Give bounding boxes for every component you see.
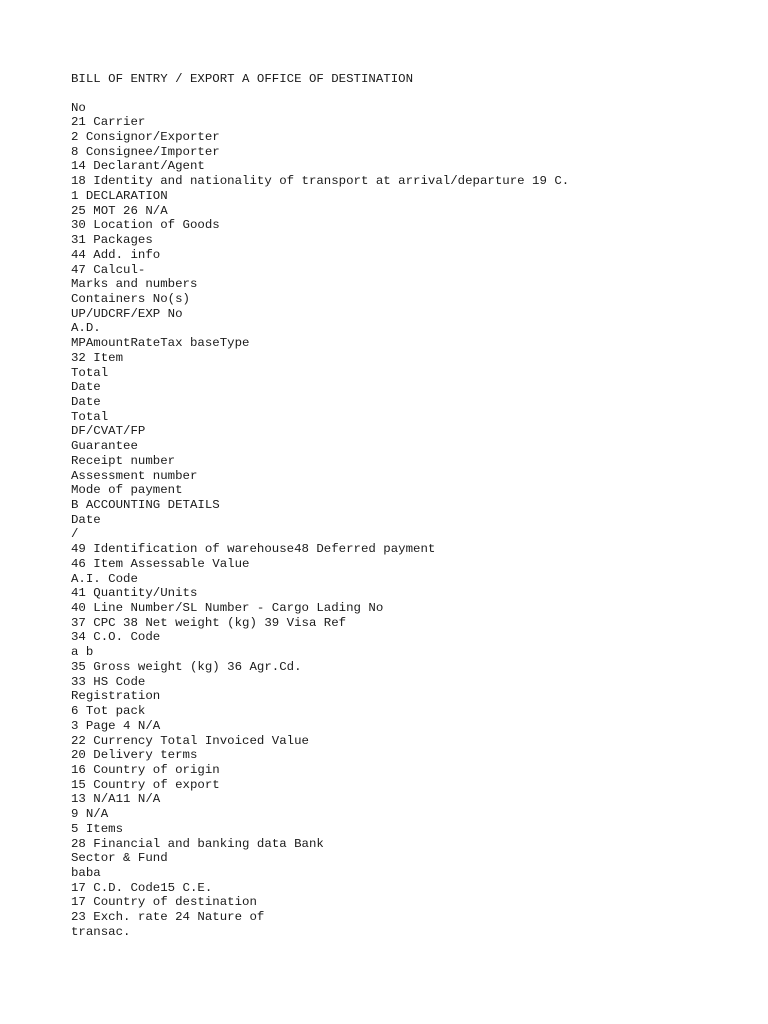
document-line: 25 MOT 26 N/A	[71, 203, 168, 218]
document-line: 9 N/A	[71, 807, 109, 822]
document-line: baba	[71, 865, 101, 880]
document-line: a b	[71, 645, 94, 660]
document-line: 17 Country of destination	[71, 895, 257, 910]
document-line: 17 C.D. Code15 C.E.	[71, 880, 213, 895]
document-line: No	[71, 100, 86, 115]
document-line: 20 Delivery terms	[71, 748, 198, 763]
document-line: 47 Calcul-	[71, 262, 146, 277]
document-line: Guarantee	[71, 439, 138, 454]
document-line: 8 Consignee/Importer	[71, 144, 220, 159]
document-line: Total	[71, 365, 109, 380]
document-line: transac.	[71, 924, 131, 939]
document-line: 30 Location of Goods	[71, 218, 220, 233]
document-line: 35 Gross weight (kg) 36 Agr.Cd.	[71, 659, 302, 674]
document-line: 49 Identification of warehouse48 Deferred payment	[71, 542, 436, 557]
document-line: B ACCOUNTING DETAILS	[71, 498, 220, 512]
document-line: 18 Identity and nationality of transport at arrival/departure 19 C.	[71, 174, 570, 189]
document-line: Registration	[71, 689, 161, 704]
document-line: 46 Item Assessable Value	[71, 556, 250, 571]
document-text-lines	[71, 101, 748, 940]
document-line: 3 Page 4 N/A	[71, 718, 161, 733]
document-line: Containers No(s)	[71, 291, 190, 306]
document-line: 13 N/A11 N/A	[71, 792, 161, 807]
document-line: 23 Exch. rate 24 Nature of	[71, 910, 265, 925]
document-line: 31 Packages	[71, 233, 153, 248]
document-line: 6 Tot pack	[71, 704, 146, 719]
document-line: 34 C.O. Code	[71, 630, 161, 645]
document-line: 21 Carrier	[71, 115, 146, 130]
document-line: Total	[71, 409, 109, 424]
document-line: MPAmountRateTax baseType	[71, 336, 250, 351]
document-line: Sector & Fund	[71, 851, 168, 866]
document-line: Receipt number	[71, 453, 176, 468]
document-line: Mode of payment	[71, 483, 183, 498]
document-line: 33 HS Code	[71, 674, 146, 689]
document-line: A.I. Code	[71, 571, 138, 586]
document-line: UP/UDCRF/EXP No	[71, 306, 183, 321]
document-line: 15 Country of export	[71, 777, 220, 792]
document-title: BILL OF ENTRY / EXPORT A OFFICE OF DESTINATION	[71, 72, 414, 86]
document-line: DF/CVAT/FP	[71, 424, 146, 439]
document-line: 40 Line Number/SL Number - Cargo Lading No	[71, 601, 384, 616]
document-line: 16 Country of origin	[71, 762, 220, 777]
document-line: Date	[71, 394, 101, 409]
document-page	[71, 71, 748, 940]
document-line: 22 Currency Total Invoiced Value	[71, 733, 309, 748]
document-line: Date	[71, 380, 101, 395]
document-line: 1 DECLARATION	[71, 188, 168, 203]
document-line: Marks and numbers	[71, 277, 198, 292]
document-line: 37 CPC 38 Net weight (kg) 39 Visa Ref	[71, 615, 347, 630]
document-line: 2 Consignor/Exporter	[71, 130, 220, 145]
document-line: Assessment number	[71, 468, 198, 483]
document-line: 44 Add. info	[71, 247, 161, 262]
document-line: 32 Item	[71, 350, 124, 365]
document-line: 41 Quantity/Units	[71, 586, 198, 601]
document-line: /	[71, 527, 79, 542]
document-line: A.D.	[71, 321, 101, 336]
document-line: Date	[71, 512, 101, 527]
document-line: 28 Financial and banking data Bank	[71, 836, 324, 851]
document-line: 5 Items	[71, 821, 124, 836]
document-line: 14 Declarant/Agent	[71, 159, 205, 174]
